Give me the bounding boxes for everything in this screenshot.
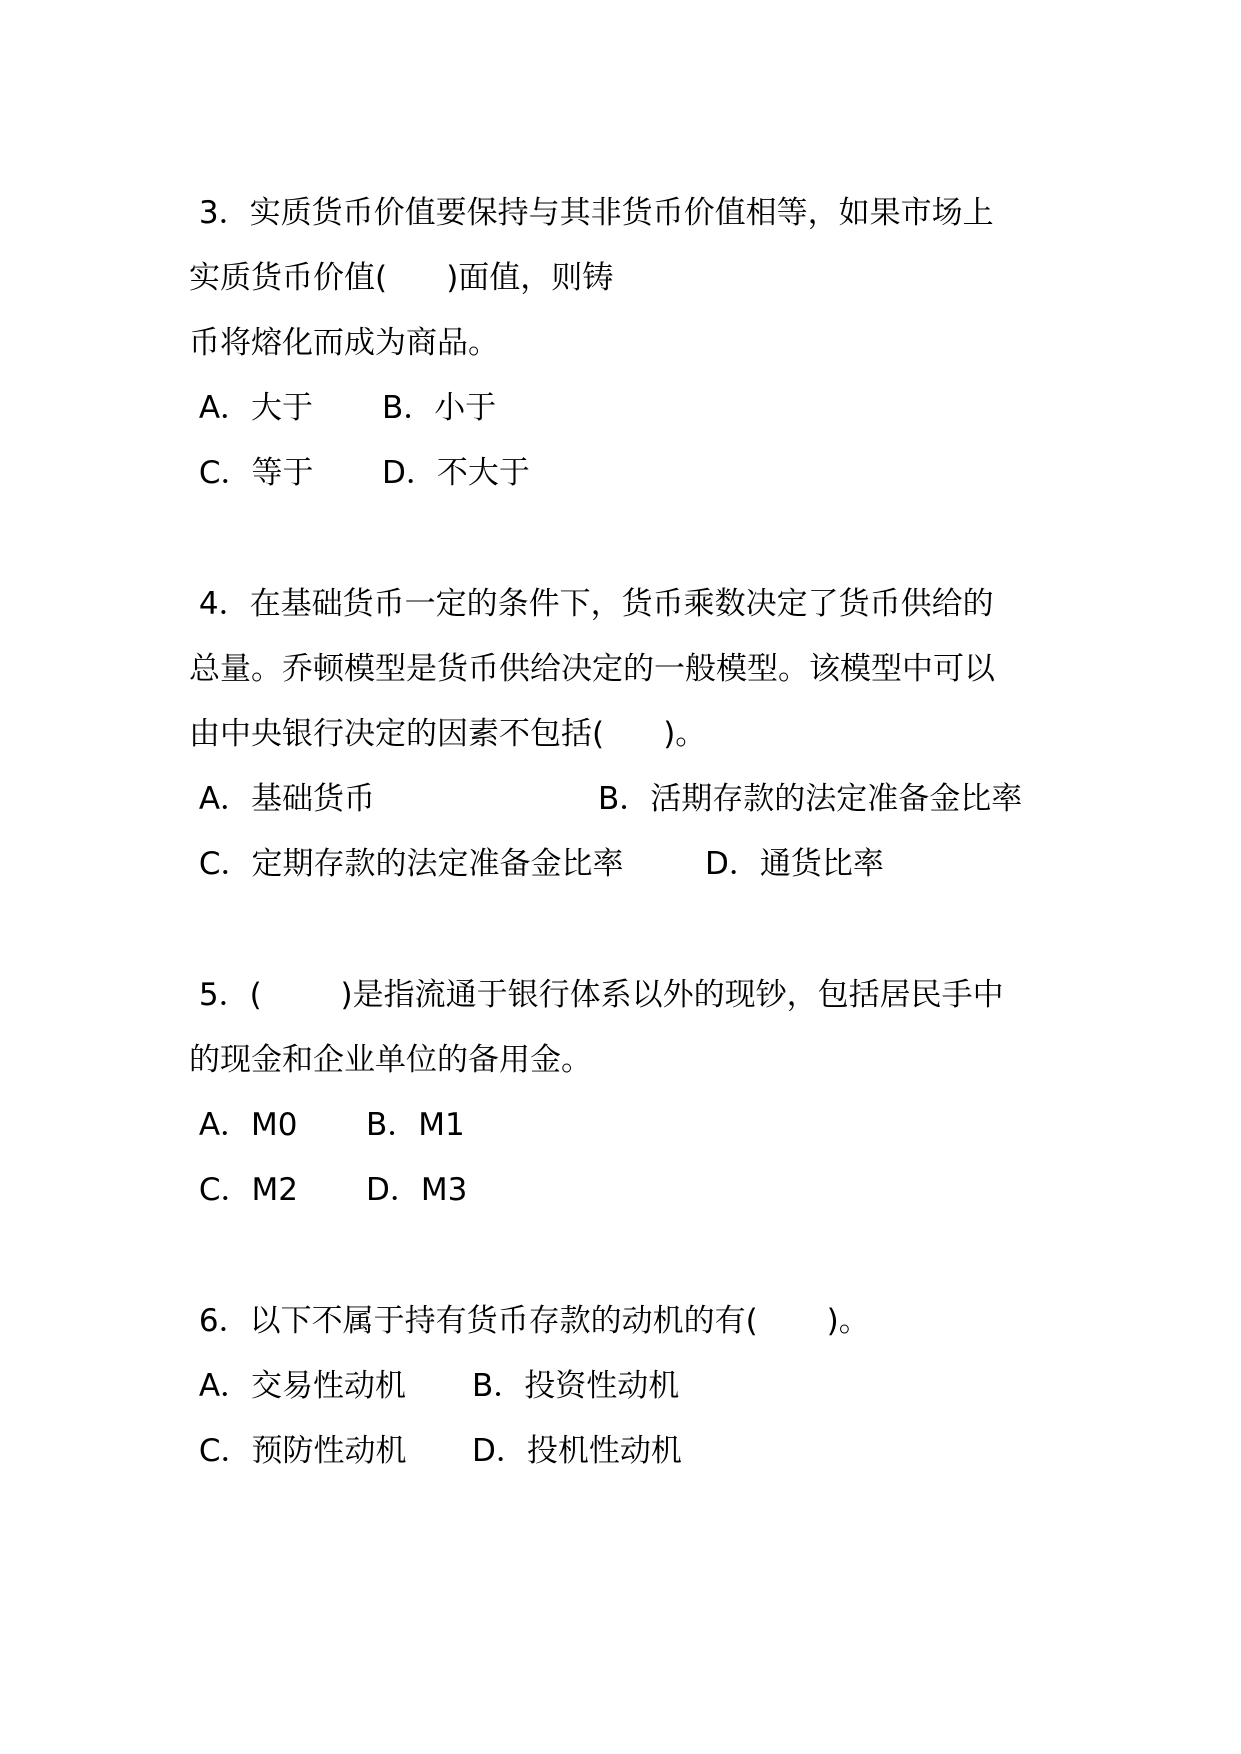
question-5-option-d: D．M3 xyxy=(366,1172,468,1208)
question-6-option-c: C．预防性动机 xyxy=(189,1433,407,1469)
question-5-stem-line-1: 5．( )是指流通于银行体系以外的现钞，包括居民手中 xyxy=(189,977,1004,1013)
question-3-option-c: C．等于 xyxy=(189,455,314,491)
question-4-stem-line-1: 4．在基础货币一定的条件下，货币乘数决定了货币供给的 xyxy=(189,586,994,622)
question-3-stem-line-3: 币将熔化而成为商品。 xyxy=(189,325,499,361)
question-3-stem-line-1: 3．实质货币价值要保持与其非货币价值相等，如果市场上 xyxy=(189,195,994,231)
question-3-option-a: A．大于 xyxy=(189,390,314,426)
question-3-option-d: D．不大于 xyxy=(382,455,530,491)
question-4-stem-line-2: 总量。乔顿模型是货币供给决定的一般模型。该模型中可以 xyxy=(189,651,995,687)
question-4-option-b: B．活期存款的法定准备金比率 xyxy=(598,781,1023,817)
question-3-stem-line-2: 实质货币价值( )面值，则铸 xyxy=(189,260,614,296)
question-5-stem-line-2: 的现金和企业单位的备用金。 xyxy=(189,1042,592,1078)
question-5-option-b: B．M1 xyxy=(366,1107,465,1143)
question-6-option-b: B．投资性动机 xyxy=(472,1368,680,1404)
question-4-option-a: A．基础货币 xyxy=(189,781,376,817)
question-4-stem-line-3: 由中央银行决定的因素不包括( )。 xyxy=(189,716,707,752)
question-4-option-d: D．通货比率 xyxy=(705,846,884,882)
question-6-option-a: A．交易性动机 xyxy=(189,1368,407,1404)
question-6-stem-line-1: 6．以下不属于持有货币存款的动机的有( )。 xyxy=(189,1303,870,1339)
question-3-option-b: B．小于 xyxy=(382,390,497,426)
question-5-option-a: A．M0 xyxy=(189,1107,298,1143)
question-6-option-d: D．投机性动机 xyxy=(472,1433,682,1469)
question-4-option-c: C．定期存款的法定准备金比率 xyxy=(189,846,624,882)
question-5-option-c: C．M2 xyxy=(189,1172,298,1208)
